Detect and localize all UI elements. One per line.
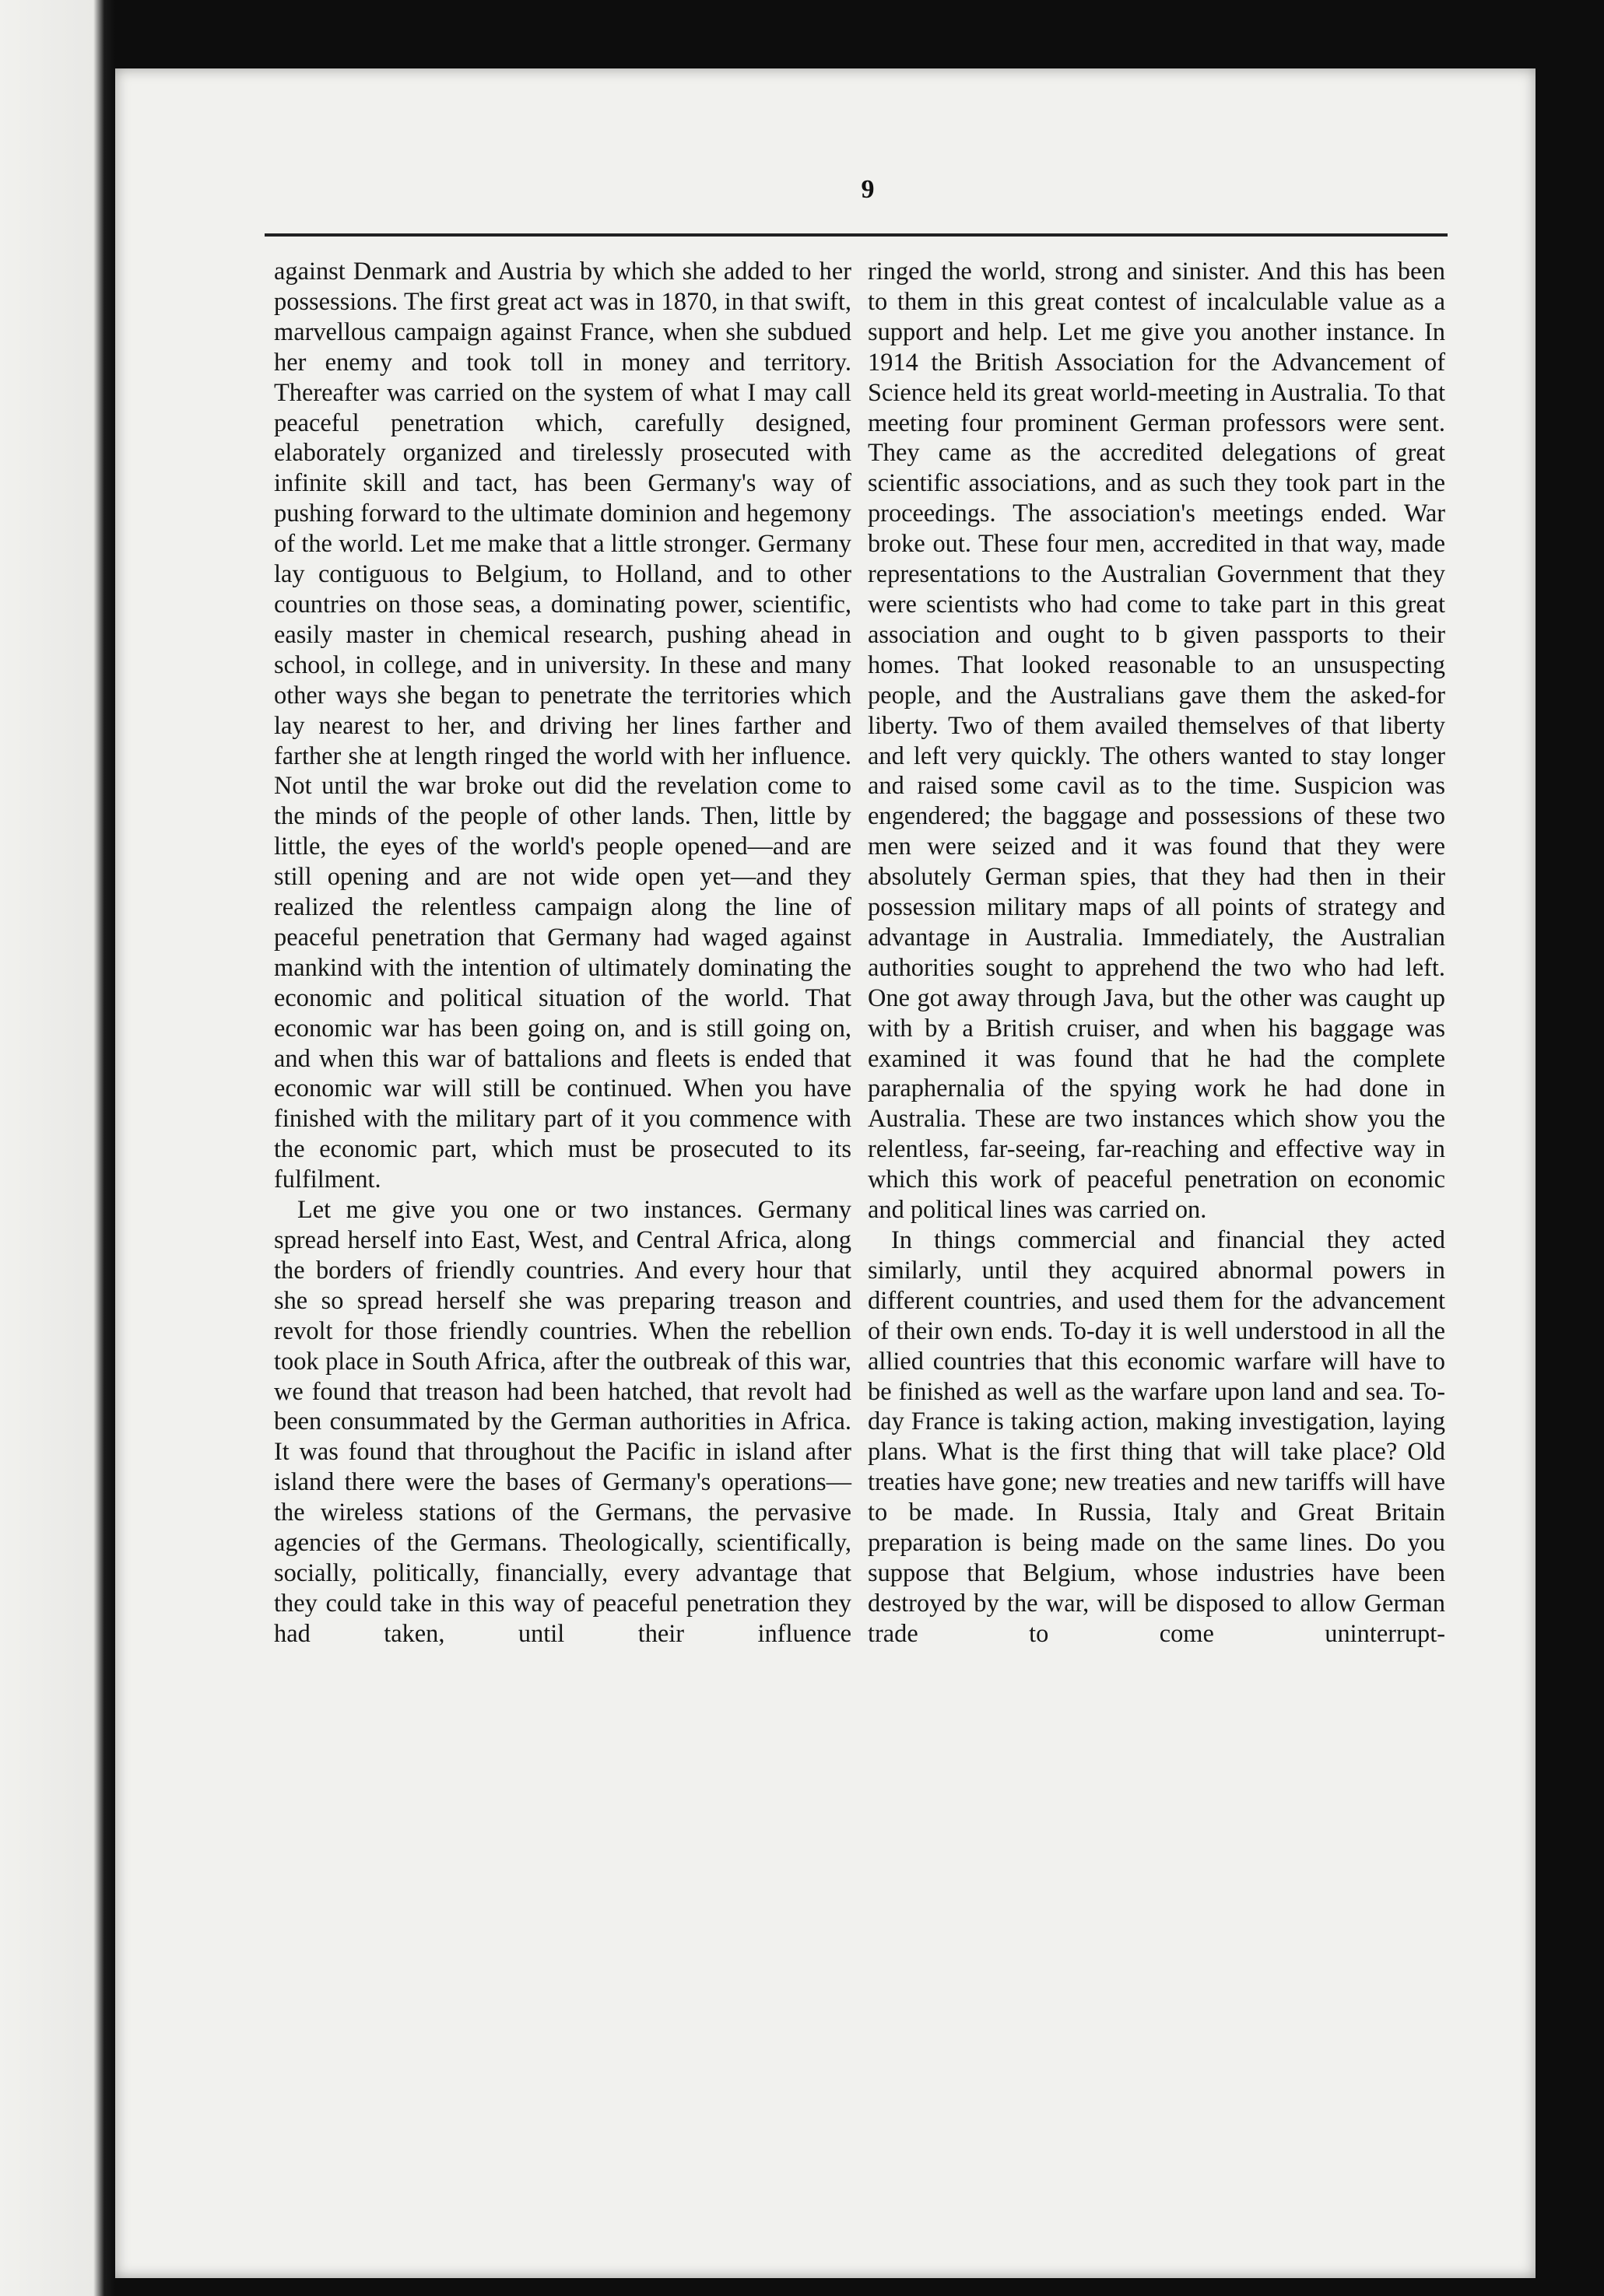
facing-page-edge xyxy=(0,0,115,2296)
paragraph: against Denmark and Austria by which she added to her possessions. The first great act was in 1870, in that swift, marvellous campaign against France, when she subdued her enemy and took toll in money and territory. Thereafter was carried on the system of what I may call peaceful penetration which, carefully designed, elaborately organized and tirelessly prosecuted with infinite skill and tact, has been Germany's way of pushing forward to the ultimate dominion and hegemony of the world. Let me make that a little stronger. Germany lay contiguous to Belgium, to Holland, and to other countries on those seas, a dominating power, scientific, easily master in chemical research, pushing ahead in school, in college, and in university. In these and many other ways she began to penetrate the territories which lay nearest to her, and driving her lines farther and farther she at length ringed the world with her influence. Not until the war broke out did the revelation come to the minds of the people of other lands. Then, little by little, the eyes of the world's people opened—and are still opening and are not wide open yet—and they realized the relentless campaign along the line of peaceful penetration that Germany had waged against mankind with the intention of ultimately dominating the economic and political situation of the world. That economic war has been going on, and is still going on, and when this war of battalions and fleets is ended that economic war will still be continued. When you have finished with the military part of it you commence with the economic part, which must be prosecuted to its fulfilment. xyxy=(274,258,851,1194)
paragraph: ringed the world, strong and sinister. And this has been to them in this great contest of incalculable value as a support and help. Let me give you another instance. In 1914 the British Association for the Advancement of Science held its great world-meeting in Australia. To that meeting four prominent German professors were sent. They came as the accredited delegations of great scientific associations, and as such they took part in the proceedings. The association's meetings ended. War broke out. These four men, accredited in that way, made representations to the Australian Government that they were scientists who had come to take part in this great association and ought to b given passports to their homes. That looked reasonable to an unsuspecting people, and the Australians gave them the asked-for liberty. Two of them availed themselves of that liberty and left very quickly. The others wanted to stay longer and raised some cavil as to the time. Suspicion was engendered; the baggage and possessions of these two men were seized and it was found that they were absolutely German spies, that they had then in their possession military maps of all points of strategy and advantage in Australia. Immediately, the Australian authorities sought to apprehend the two who had left. One got away through Java, but the other was caught up with by a British cruiser, and when his baggage was examined it was found that he had the complete paraphernalia of the spying work he had done in Australia. These are two instances which show you the relentless, far-seeing, far-reaching and effective way in which this work of peaceful penetration on economic and political lines was carried on. xyxy=(868,258,1445,1225)
paragraph: In things commercial and financial they acted similarly, until they acquired abnormal powers in different countries, and used them for the advancement of their own ends. To-day it is well understood in all the allied countries that this economic warfare will have to be finished as well as the warfare upon land and sea. To-day France is taking action, making investigation, laying plans. What is the first thing that will take place? Old treaties have gone; new treaties and new tariffs will have to be made. In Russia, Italy and Great Britain preparation is being made on the same lines. Do you suppose that Belgium, whose industries have been destroyed by the war, will be disposed to allow German trade to come uninterrupt- xyxy=(868,1226,1445,1648)
header-rule xyxy=(265,233,1448,237)
left-column xyxy=(274,257,851,1649)
paragraph: Let me give you one or two instances. Germany spread herself into East, West, and Central Africa, along the borders of friendly countries. And every hour that she so spread herself she was preparing treason and revolt for those friendly countries. When the rebellion took place in South Africa, after the outbreak of this war, we found that treason had been hatched, that revolt had been consummated by the German authorities in Africa. It was found that throughout the Pacific in island after island there were the bases of Germany's operations—the wireless stations of the Germans, the pervasive agencies of the Germans. Theologically, scientifically, socially, politically, financially, every advantage that they could take in this way of peaceful penetration they had taken, until their influence xyxy=(274,1196,851,1648)
page-number: 9 xyxy=(861,175,875,204)
right-column xyxy=(868,257,1445,1649)
